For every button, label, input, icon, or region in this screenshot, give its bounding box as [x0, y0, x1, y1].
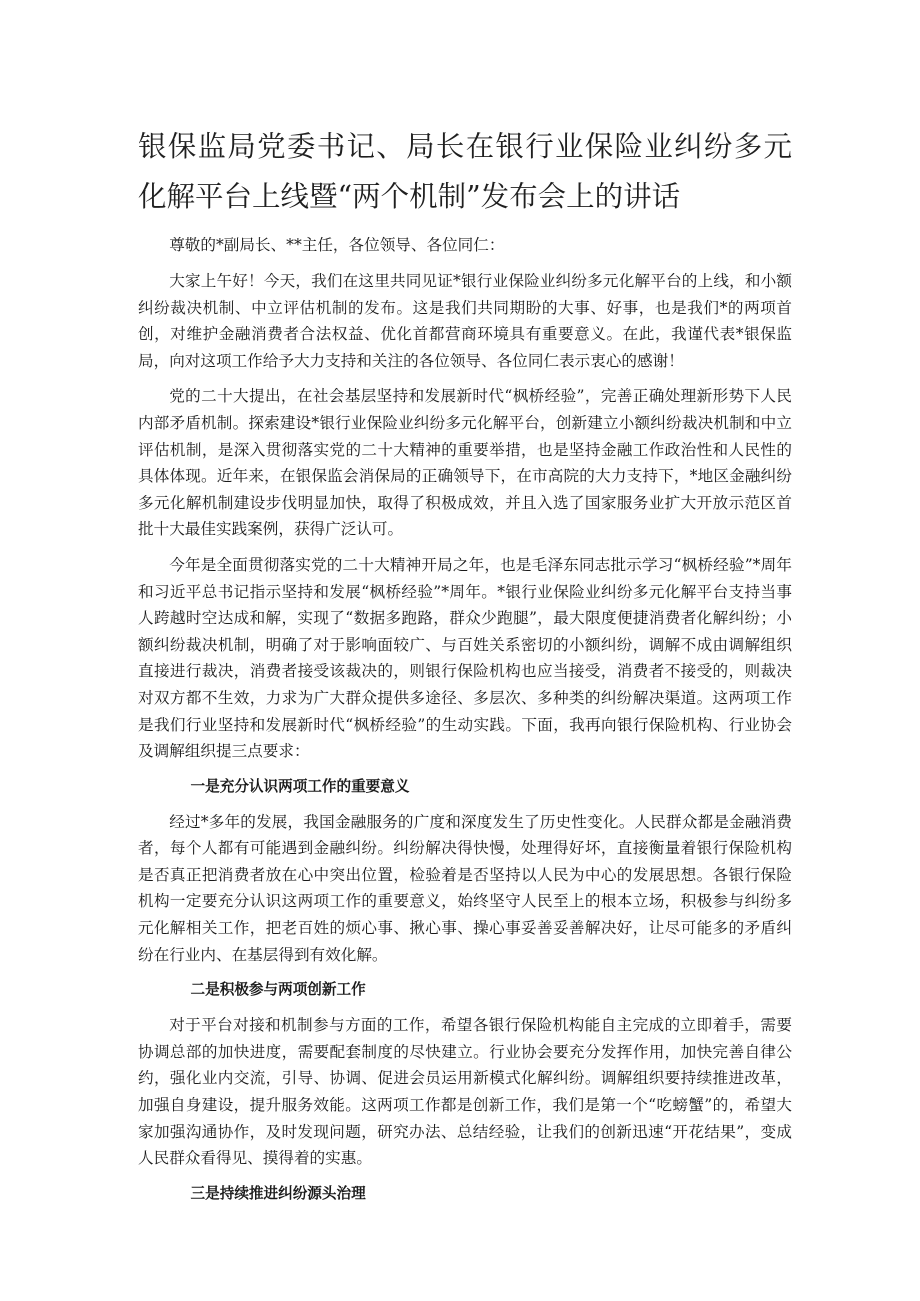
salutation: 尊敬的*副局长、**主任，各位领导、各位同仁：	[169, 236, 505, 254]
document-page	[138, 122, 792, 1216]
section-body-2: 对于平台对接和机制参与方面的工作，希望各银行保险机构能自主完成的立即着手，需要协调总部的加快进度，需要配套制度的尽快建立。行业协会要充分发挥作用，加快完善自律公约，强化业内交流，引导、协调、促进会员运用新模式化解纠纷。调解组织要持续推进改革，加强自身建设，提升服务效能。这两项工作都是创新工作，我们是第一个“吃螃蟹”的，希望大家加强沟通协作，及时发现问题，研究办法、总结经验，让我们的创新迅速“开花结果”，变成人民群众看得见、摸得着的实惠。	[138, 1016, 792, 1168]
paragraph-significance: 今年是全面贯彻落实党的二十大精神开局之年，也是毛泽东同志批示学习“枫桥经验”*周年和习近平总书记指示坚持和发展“枫桥经验”*周年。*银行业保险业纠纷多元化解平台支持当事人跨越时空达成和解，实现了“数据多跑路，群众少跑腿”，最大限度便捷消费者化解纠纷；小额纠纷裁决机制，明确了对于影响面较广、与百姓关系密切的小额纠纷，调解不成由调解组织直接进行裁决，消费者接受该裁决的，则银行保险机构也应当接受，消费者不接受的，则裁决对双方都不生效，力求为广大群众提供多途径、多层次、多种类的纠纷解决渠道。这两项工作是我们行业坚持和发展新时代“枫桥经验”的生动实践。下面，我再向银行保险机构、行业协会及调解组织提三点要求：	[138, 555, 792, 761]
section-heading-3: 三是持续推进纠纷源头治理	[190, 1184, 366, 1202]
section-body-1: 经过*多年的发展，我国金融服务的广度和深度发生了历史性变化。人民群众都是金融消费者，每个人都有可能遇到金融纠纷。纠纷解决得快慢，处理得好坏，直接衡量着银行保险机构是否真正把消费者放在心中突出位置，检验着是否坚持以人民为中心的发展思想。各银行保险机构一定要充分认识这两项工作的重要意义，始终坚守人民至上的根本立场，积极参与纠纷多元化解相关工作，把老百姓的烦心事、揪心事、操心事妥善妥善解决好，让尽可能多的矛盾纠纷在行业内、在基层得到有效化解。	[138, 812, 792, 964]
paragraph-background: 党的二十大提出，在社会基层坚持和发展新时代“枫桥经验”，完善正确处理新形势下人民内部矛盾机制。探索建设*银行业保险业纠纷多元化解平台，创新建立小额纠纷裁决机制和中立评估机制，是深入贯彻落实党的二十大精神的重要举措，也是坚持金融工作政治性和人民性的具体体现。近年来，在银保监会消保局的正确领导下，在市高院的大力支持下，*地区金融纠纷多元化解机制建设步伐明显加快，取得了积极成效，并且入选了国家服务业扩大开放示范区首批十大最佳实践案例，获得广泛认可。	[138, 387, 792, 539]
section-heading-1: 一是充分认识两项工作的重要意义	[190, 777, 410, 795]
section-heading-2: 二是积极参与两项创新工作	[190, 981, 366, 999]
document-title: 银保监局党委书记、局长在银行业保险业纠纷多元化解平台上线暨“两个机制”发布会上的讲话	[138, 130, 792, 213]
paragraph-opening: 大家上午好！今天，我们在这里共同见证*银行业保险业纠纷多元化解平台的上线，和小额纠纷裁决机制、中立评估机制的发布。这是我们共同期盼的大事、好事，也是我们*的两项首创，对维护金融消费者合法权益、优化首都营商环境具有重要意义。在此，我谨代表*银保监局，向对这项工作给予大力支持和关注的各位领导、各位同仁表示衷心的感谢！	[138, 272, 792, 370]
